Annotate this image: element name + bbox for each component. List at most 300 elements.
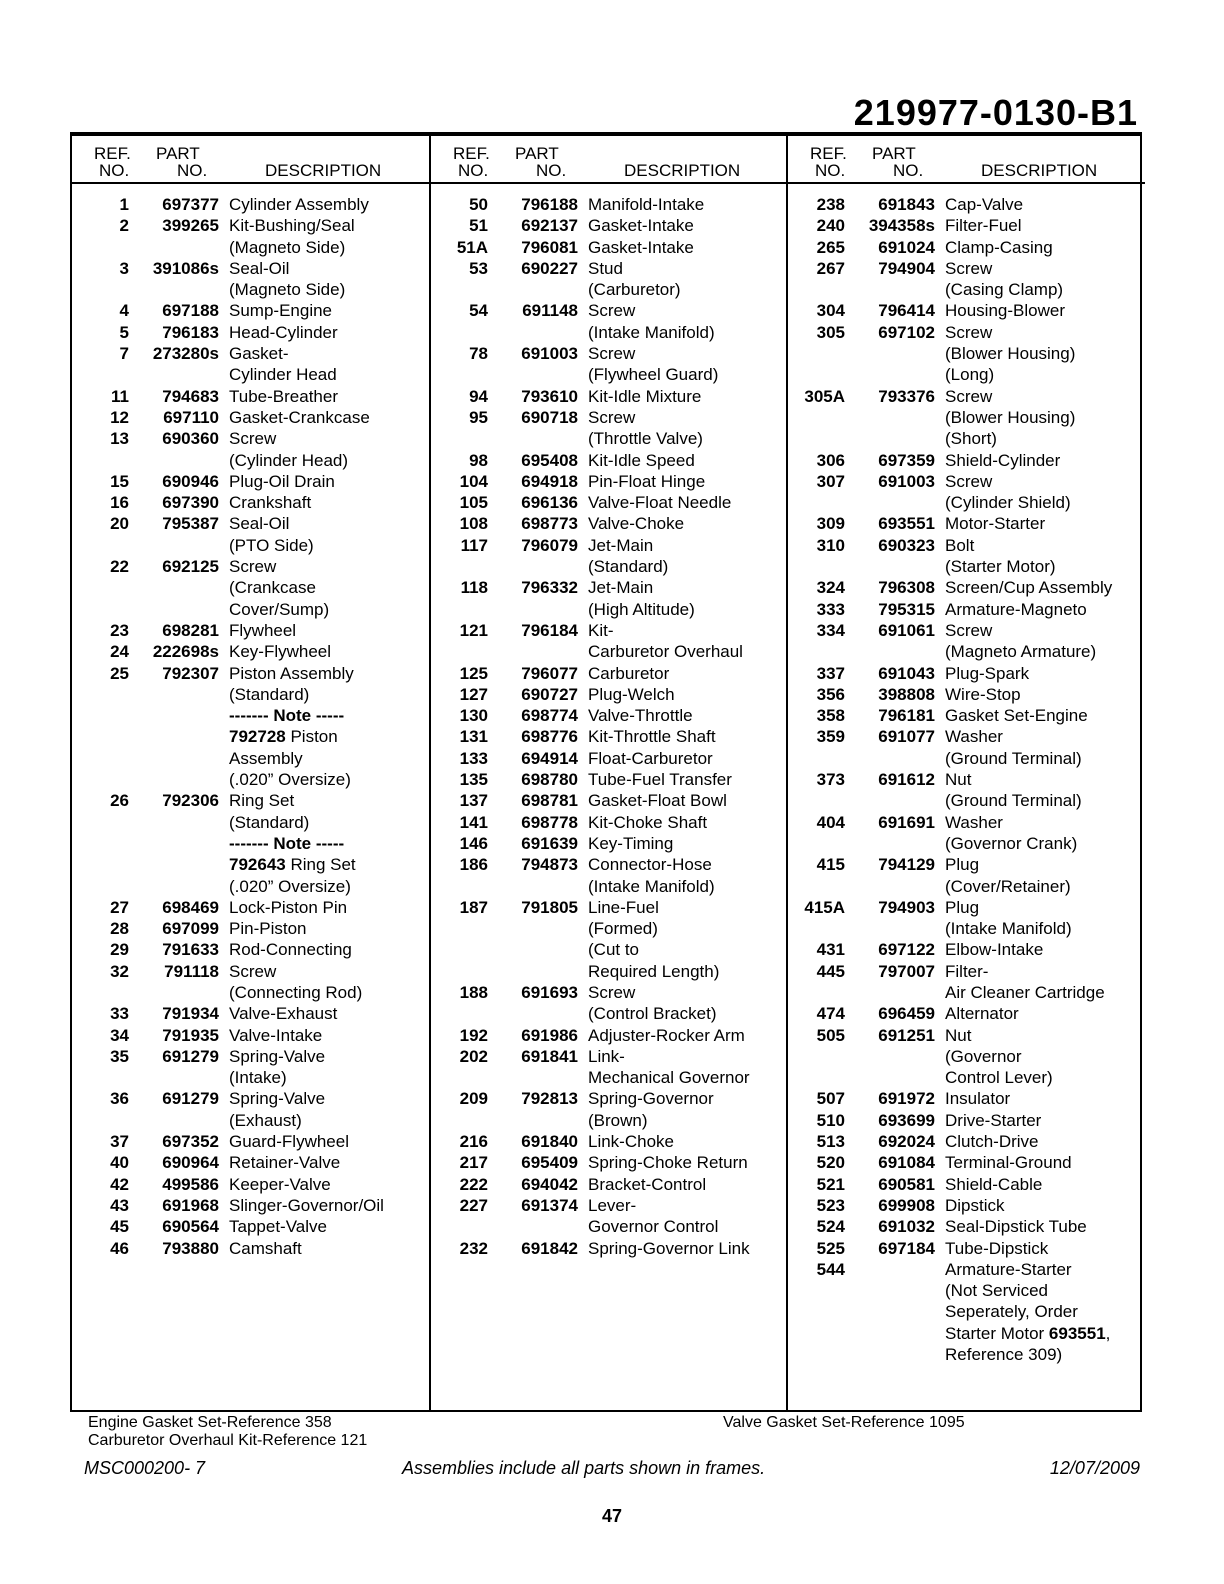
- table-row: [788, 812, 1145, 833]
- part-number: 690227: [521, 258, 578, 278]
- part-number: 794129: [878, 855, 935, 875]
- part-header: PART: [872, 144, 916, 163]
- part-number: 691843: [878, 195, 935, 214]
- table-row: [788, 215, 1145, 236]
- table-row: [72, 428, 429, 449]
- part-number: 391086s: [152, 258, 219, 278]
- part-number: 399265: [162, 216, 219, 236]
- parts-column-1: [72, 136, 429, 1410]
- part-description: Carburetor: [588, 663, 670, 683]
- part-number: 691972: [878, 1089, 935, 1109]
- part-number: 796332: [521, 578, 578, 598]
- ref-number: 521: [816, 1174, 845, 1194]
- part-description: Gasket-: [229, 344, 289, 364]
- part-number: 796183: [162, 322, 219, 342]
- part-number: 690964: [162, 1153, 219, 1173]
- part-description: Valve-Throttle: [588, 706, 693, 726]
- ref-no-header: NO.: [99, 161, 130, 180]
- parts-table: [70, 132, 1142, 1412]
- ref-number: 20: [110, 514, 129, 534]
- table-row: [788, 705, 1145, 726]
- ref-number: 40: [110, 1153, 129, 1173]
- part-description: (Standard): [229, 684, 310, 704]
- column-header: [788, 136, 1145, 184]
- table-row: [431, 876, 788, 897]
- description-header: DESCRIPTION: [265, 161, 382, 180]
- table-row: [788, 854, 1145, 875]
- table-row: [431, 407, 788, 428]
- description-header: DESCRIPTION: [624, 161, 741, 180]
- part-description: Lock-Piston Pin: [229, 897, 348, 917]
- part-description: Camshaft: [229, 1238, 302, 1258]
- table-row: [72, 1238, 429, 1259]
- part-description: Guard-Flywheel: [229, 1132, 349, 1152]
- part-number: 696459: [878, 1004, 935, 1024]
- part-description: (Standard): [229, 812, 310, 832]
- part-description: Required Length): [588, 961, 720, 981]
- ref-header: REF.: [453, 144, 490, 163]
- part-description: (Blower Housing): [945, 344, 1076, 364]
- part-description: Motor-Starter: [945, 514, 1046, 534]
- part-number: 691024: [878, 237, 935, 257]
- table-row: [72, 620, 429, 641]
- part-number: 697110: [163, 407, 219, 427]
- table-row: [431, 1110, 788, 1131]
- part-description: (Control Bracket): [588, 1004, 717, 1024]
- part-description: Shield-Cylinder: [945, 450, 1061, 470]
- ref-number: 415: [816, 855, 845, 875]
- table-row: [72, 450, 429, 471]
- ref-number: 202: [459, 1046, 488, 1066]
- part-description: (Intake): [229, 1068, 287, 1088]
- table-row: [788, 1046, 1145, 1067]
- table-row: [431, 279, 788, 300]
- part-description: Tappet-Valve: [229, 1217, 327, 1237]
- part-description: Kit-Throttle Shaft: [588, 727, 716, 747]
- ref-number: 43: [110, 1195, 129, 1215]
- table-row: [72, 386, 429, 407]
- table-row: [431, 535, 788, 556]
- part-number: 698773: [521, 514, 578, 534]
- part-number: 695408: [521, 450, 578, 470]
- part-number: 793880: [162, 1238, 219, 1258]
- table-row: [788, 1238, 1145, 1259]
- part-header: PART: [156, 144, 200, 163]
- table-row: [788, 279, 1145, 300]
- part-description: (Short): [945, 429, 997, 449]
- part-description: Piston Assembly: [229, 663, 354, 683]
- table-row: [72, 1088, 429, 1109]
- ref-number: 232: [459, 1238, 488, 1258]
- table-row: [431, 769, 788, 790]
- part-description: Shield-Cable: [945, 1174, 1043, 1194]
- ref-number: 127: [459, 684, 488, 704]
- part-number: 691279: [162, 1046, 219, 1066]
- ref-number: 513: [816, 1132, 845, 1152]
- ref-number: 307: [816, 471, 845, 491]
- part-description: Tube-Dipstick: [945, 1238, 1049, 1258]
- table-row: [72, 492, 429, 513]
- part-description: Air Cleaner Cartridge: [945, 982, 1105, 1002]
- ref-number: 333: [816, 599, 845, 619]
- table-row: [72, 599, 429, 620]
- part-number: 697188: [162, 301, 219, 321]
- part-description: Filter-: [945, 961, 989, 981]
- ref-number: 358: [816, 706, 845, 726]
- part-number: 796184: [521, 620, 578, 640]
- table-row: [72, 663, 429, 684]
- table-row: [788, 364, 1145, 385]
- part-description: (Connecting Rod): [229, 982, 363, 1002]
- table-row: [72, 897, 429, 918]
- part-number: 699908: [878, 1195, 935, 1215]
- part-description: (PTO Side): [229, 535, 314, 555]
- table-row: [788, 1195, 1145, 1216]
- part-number: 697099: [162, 919, 219, 939]
- table-row: [72, 982, 429, 1003]
- ref-number: 135: [459, 770, 488, 790]
- table-row: [431, 194, 788, 215]
- part-number: 691691: [878, 812, 935, 832]
- table-row: [431, 939, 788, 960]
- part-description: Clamp-Casing: [945, 237, 1053, 257]
- part-description: Starter Motor 693551,: [945, 1323, 1111, 1343]
- table-row: [788, 1216, 1145, 1237]
- table-row: [72, 1067, 429, 1088]
- part-number: 695409: [521, 1153, 578, 1173]
- table-row: [431, 556, 788, 577]
- ref-number: 51: [469, 216, 488, 236]
- ref-number: 26: [110, 791, 129, 811]
- table-row: [431, 237, 788, 258]
- ref-number: 415A: [804, 897, 845, 917]
- ref-number: 35: [110, 1046, 129, 1066]
- ref-number: 227: [459, 1195, 488, 1215]
- part-description: Tube-Breather: [229, 386, 338, 406]
- ref-number: 34: [110, 1025, 129, 1045]
- table-row: [788, 237, 1145, 258]
- part-number: 792306: [162, 791, 219, 811]
- part-number: 697377: [162, 195, 219, 214]
- part-description: Retainer-Valve: [229, 1153, 341, 1173]
- table-row: [788, 982, 1145, 1003]
- part-description: Screw: [588, 407, 636, 427]
- table-row: [788, 1088, 1145, 1109]
- part-description: Ring Set: [229, 791, 295, 811]
- part-description: Spring-Governor Link: [588, 1238, 750, 1258]
- table-row: [431, 215, 788, 236]
- table-row: [431, 684, 788, 705]
- part-description: Kit-Choke Shaft: [588, 812, 708, 832]
- part-number: 691612: [878, 770, 935, 790]
- table-row: [72, 1003, 429, 1024]
- table-row: [431, 300, 788, 321]
- table-row: [788, 599, 1145, 620]
- part-description: (Carburetor): [588, 280, 681, 300]
- part-description: Head-Cylinder: [229, 322, 338, 342]
- part-description: Wire-Stop: [945, 684, 1021, 704]
- ref-number: 28: [110, 919, 129, 939]
- table-row: [72, 641, 429, 662]
- part-description: Cover/Sump): [229, 599, 330, 619]
- table-row: [788, 1110, 1145, 1131]
- table-row: [788, 1344, 1145, 1365]
- part-description: Seal-Oil: [229, 514, 290, 534]
- part-description: Screw: [945, 322, 993, 342]
- part-number: 791118: [164, 961, 219, 981]
- part-description: Elbow-Intake: [945, 940, 1044, 960]
- part-number: 794903: [878, 897, 935, 917]
- table-row: [788, 407, 1145, 428]
- part-description: Gasket Set-Engine: [945, 706, 1088, 726]
- ref-number: 186: [459, 855, 488, 875]
- table-row: [431, 1238, 788, 1259]
- table-row: [431, 471, 788, 492]
- table-row: [788, 1003, 1145, 1024]
- document-number: 219977-0130-B1: [853, 92, 1138, 133]
- table-row: [788, 1131, 1145, 1152]
- part-description: Jet-Main: [588, 578, 654, 598]
- part-description: Seal-Dipstick Tube: [945, 1217, 1087, 1237]
- table-row: [788, 918, 1145, 939]
- table-row: [72, 513, 429, 534]
- part-description: (Cylinder Shield): [945, 493, 1071, 513]
- ref-number: 359: [816, 727, 845, 747]
- part-number: 691061: [878, 620, 935, 640]
- table-row: [788, 939, 1145, 960]
- ref-number: 33: [110, 1004, 129, 1024]
- part-description: (Intake Manifold): [945, 919, 1072, 939]
- footer-date: 12/07/2009: [1049, 1458, 1140, 1478]
- part-description: Manifold-Intake: [588, 195, 705, 214]
- part-description: Kit-Bushing/Seal: [229, 216, 355, 236]
- ref-number: 105: [459, 493, 488, 513]
- table-row: [72, 918, 429, 939]
- table-row: [788, 194, 1145, 215]
- part-description: (Intake Manifold): [588, 322, 715, 342]
- table-row: [788, 258, 1145, 279]
- part-description: Washer: [945, 812, 1003, 832]
- part-number: 691003: [878, 471, 935, 491]
- ref-number: 13: [110, 429, 129, 449]
- part-number: 794683: [162, 386, 219, 406]
- part-description: Spring-Choke Return: [588, 1153, 748, 1173]
- table-row: [72, 769, 429, 790]
- part-description: (Magneto Side): [229, 280, 346, 300]
- table-row: [431, 812, 788, 833]
- part-description: Gasket-Intake: [588, 216, 694, 236]
- part-number: 690946: [162, 471, 219, 491]
- ref-number: 78: [469, 344, 488, 364]
- part-number: 791934: [162, 1004, 219, 1024]
- table-row: [431, 1067, 788, 1088]
- part-number: 797007: [878, 961, 935, 981]
- part-number: 796081: [521, 237, 578, 257]
- table-row: [431, 513, 788, 534]
- table-row: [72, 790, 429, 811]
- ref-number: 36: [110, 1089, 129, 1109]
- table-row: [431, 833, 788, 854]
- part-number: 697184: [878, 1238, 935, 1258]
- ref-number: 474: [816, 1004, 845, 1024]
- part-description: Kit-Idle Mixture: [588, 386, 702, 406]
- part-description: Screw: [945, 258, 993, 278]
- part-description: (Not Serviced: [945, 1281, 1048, 1301]
- table-row: [431, 599, 788, 620]
- table-row: [788, 833, 1145, 854]
- part-number: 796308: [878, 578, 935, 598]
- part-description: Armature-Starter: [945, 1259, 1072, 1279]
- ref-number: 265: [816, 237, 845, 257]
- table-row: [72, 471, 429, 492]
- part-number: 691639: [521, 833, 578, 853]
- part-number: 698778: [521, 812, 578, 832]
- footer-note: Assemblies include all parts shown in frames.: [402, 1458, 766, 1478]
- ref-number: 523: [816, 1195, 845, 1215]
- part-number: 694918: [521, 471, 578, 491]
- table-row: [788, 620, 1145, 641]
- footnote-valve-gasket: Valve Gasket Set-Reference 1095: [723, 1414, 965, 1431]
- part-description: Armature-Magneto: [945, 599, 1087, 619]
- part-description: Gasket-Float Bowl: [588, 791, 727, 811]
- ref-number: 188: [459, 982, 488, 1002]
- table-row: [72, 1110, 429, 1131]
- ref-number: 29: [110, 940, 129, 960]
- part-number: 793610: [521, 386, 578, 406]
- table-row: [431, 450, 788, 471]
- part-number: 690360: [162, 429, 219, 449]
- part-number: 697390: [162, 493, 219, 513]
- part-description: Pin-Piston: [229, 919, 307, 939]
- table-row: [431, 1046, 788, 1067]
- part-description: Spring-Valve: [229, 1089, 326, 1109]
- table-row: [431, 641, 788, 662]
- part-number: 692125: [162, 557, 219, 577]
- part-number: 697102: [878, 322, 935, 342]
- ref-number: 117: [460, 535, 488, 555]
- part-description: (Governor: [945, 1046, 1022, 1066]
- ref-number: 2: [119, 216, 129, 236]
- part-number: 691084: [878, 1153, 935, 1173]
- table-row: [788, 684, 1145, 705]
- ref-number: 404: [816, 812, 845, 832]
- ref-no-header: NO.: [815, 161, 846, 180]
- part-number: 398808: [878, 684, 935, 704]
- part-number: 273280s: [152, 344, 219, 364]
- part-number: 698776: [521, 727, 578, 747]
- part-description: Insulator: [945, 1089, 1011, 1109]
- table-row: [788, 1152, 1145, 1173]
- table-row: [431, 577, 788, 598]
- part-description: Kit-Idle Speed: [588, 450, 695, 470]
- table-row: [72, 215, 429, 236]
- table-row: [72, 322, 429, 343]
- part-description: (Standard): [588, 557, 669, 577]
- part-description: Clutch-Drive: [945, 1132, 1039, 1152]
- table-row: [72, 279, 429, 300]
- table-row: [431, 918, 788, 939]
- ref-number: 32: [110, 961, 129, 981]
- table-row: [431, 790, 788, 811]
- part-no-header: NO.: [893, 161, 924, 180]
- ref-number: 121: [459, 620, 488, 640]
- part-number: 690727: [521, 684, 578, 704]
- part-number: 691148: [522, 301, 578, 321]
- table-row: [788, 300, 1145, 321]
- part-description: 792728 Piston: [229, 727, 338, 747]
- ref-number: 304: [816, 301, 845, 321]
- part-description: (Starter Motor): [945, 557, 1056, 577]
- part-number: 690564: [162, 1217, 219, 1237]
- table-row: [72, 556, 429, 577]
- footnote-carburetor-kit: Carburetor Overhaul Kit-Reference 121: [88, 1432, 368, 1449]
- table-row: [431, 726, 788, 747]
- part-description: Filter-Fuel: [945, 216, 1022, 236]
- ref-number: 37: [110, 1132, 129, 1152]
- table-row: [788, 535, 1145, 556]
- table-row: [72, 1216, 429, 1237]
- ref-number: 306: [816, 450, 845, 470]
- ref-number: 216: [459, 1132, 488, 1152]
- ref-number: 309: [816, 514, 845, 534]
- part-description: Dipstick: [945, 1195, 1005, 1215]
- part-description: (Ground Terminal): [945, 791, 1082, 811]
- part-description: (Magneto Side): [229, 237, 346, 257]
- table-row: [431, 386, 788, 407]
- part-description: Screw: [229, 429, 277, 449]
- table-row: [72, 237, 429, 258]
- table-row: [788, 876, 1145, 897]
- part-description: Screw: [588, 344, 636, 364]
- part-number: 691693: [521, 982, 578, 1002]
- ref-number: 12: [110, 407, 129, 427]
- part-description: Plug-Spark: [945, 663, 1030, 683]
- part-description: Valve-Float Needle: [588, 493, 732, 513]
- table-row: [431, 322, 788, 343]
- part-description: Crankshaft: [229, 493, 312, 513]
- table-row: [431, 1131, 788, 1152]
- part-description: Seal-Oil: [229, 258, 290, 278]
- table-row: [788, 492, 1145, 513]
- table-row: [72, 876, 429, 897]
- table-row: [788, 1174, 1145, 1195]
- ref-number: 305: [816, 322, 845, 342]
- table-row: [72, 939, 429, 960]
- part-number: 691279: [162, 1089, 219, 1109]
- part-description: Flywheel: [229, 620, 297, 640]
- ref-number: 524: [816, 1217, 845, 1237]
- part-description: Alternator: [945, 1004, 1019, 1024]
- part-number: 222698s: [152, 642, 219, 662]
- column-header: [72, 136, 429, 184]
- table-row: [72, 407, 429, 428]
- part-number: 698281: [162, 620, 219, 640]
- table-row: [788, 513, 1145, 534]
- part-description: Keeper-Valve: [229, 1174, 331, 1194]
- part-header: PART: [515, 144, 559, 163]
- part-description: Carburetor Overhaul: [588, 642, 743, 662]
- part-description: (Exhaust): [229, 1110, 302, 1130]
- ref-number: 131: [459, 727, 488, 747]
- ref-number: 51A: [456, 237, 488, 257]
- part-description: Control Lever): [945, 1068, 1053, 1088]
- ref-number: 118: [460, 578, 488, 598]
- table-row: [788, 577, 1145, 598]
- part-description: Slinger-Governor/Oil: [229, 1195, 384, 1215]
- ref-number: 95: [469, 407, 488, 427]
- part-description: Gasket-Crankcase: [229, 407, 370, 427]
- part-number: 796181: [878, 706, 935, 726]
